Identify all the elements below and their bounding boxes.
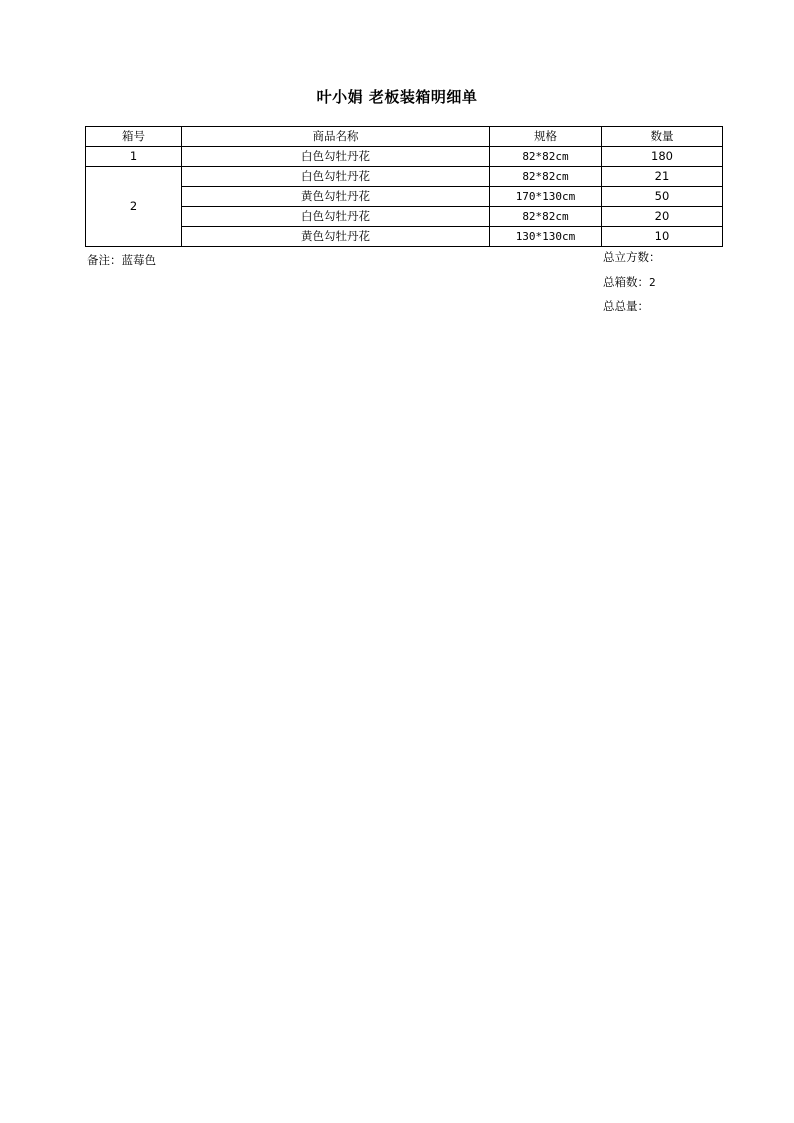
quantity-cell: 10: [602, 227, 723, 247]
quantity-cell: 50: [602, 187, 723, 207]
total-volume: [603, 249, 661, 265]
table-header-row: [86, 127, 723, 147]
header-spec: 规格: [490, 127, 602, 147]
header-quantity: 数量: [602, 127, 723, 147]
table-row: [86, 207, 723, 227]
box-no-cell: 2: [86, 167, 182, 247]
total-volume-label: 总立方数：: [603, 250, 661, 264]
table-row: [86, 227, 723, 247]
spec-cell: 82*82cm: [490, 207, 602, 227]
table-row: [86, 187, 723, 207]
header-product-name: 商品名称: [182, 127, 490, 147]
total-weight-label: 总总量：: [603, 299, 649, 313]
header-box-no: 箱号: [86, 127, 182, 147]
spec-cell: 82*82cm: [490, 147, 602, 167]
total-boxes: [603, 274, 656, 290]
packing-table: [85, 126, 723, 247]
page-title: 叶小娟 老板装箱明细单: [316, 88, 478, 106]
remark-note: 备注：蓝莓色: [87, 253, 156, 267]
product-name-cell: 白色勾牡丹花: [182, 167, 490, 187]
spec-cell: 82*82cm: [490, 167, 602, 187]
total-boxes-label: 总箱数：: [603, 275, 649, 289]
spec-cell: 170*130cm: [490, 187, 602, 207]
quantity-cell: 21: [602, 167, 723, 187]
table-row: [86, 147, 723, 167]
box-no-cell: 1: [86, 147, 182, 167]
product-name-cell: 白色勾牡丹花: [182, 207, 490, 227]
total-boxes-value: 2: [649, 276, 656, 289]
quantity-cell: 20: [602, 207, 723, 227]
product-name-cell: 黄色勾牡丹花: [182, 187, 490, 207]
quantity-cell: 180: [602, 147, 723, 167]
total-weight: [603, 298, 649, 314]
spec-cell: 130*130cm: [490, 227, 602, 247]
product-name-cell: 黄色勾牡丹花: [182, 227, 490, 247]
table-row: [86, 167, 723, 187]
product-name-cell: 白色勾牡丹花: [182, 147, 490, 167]
